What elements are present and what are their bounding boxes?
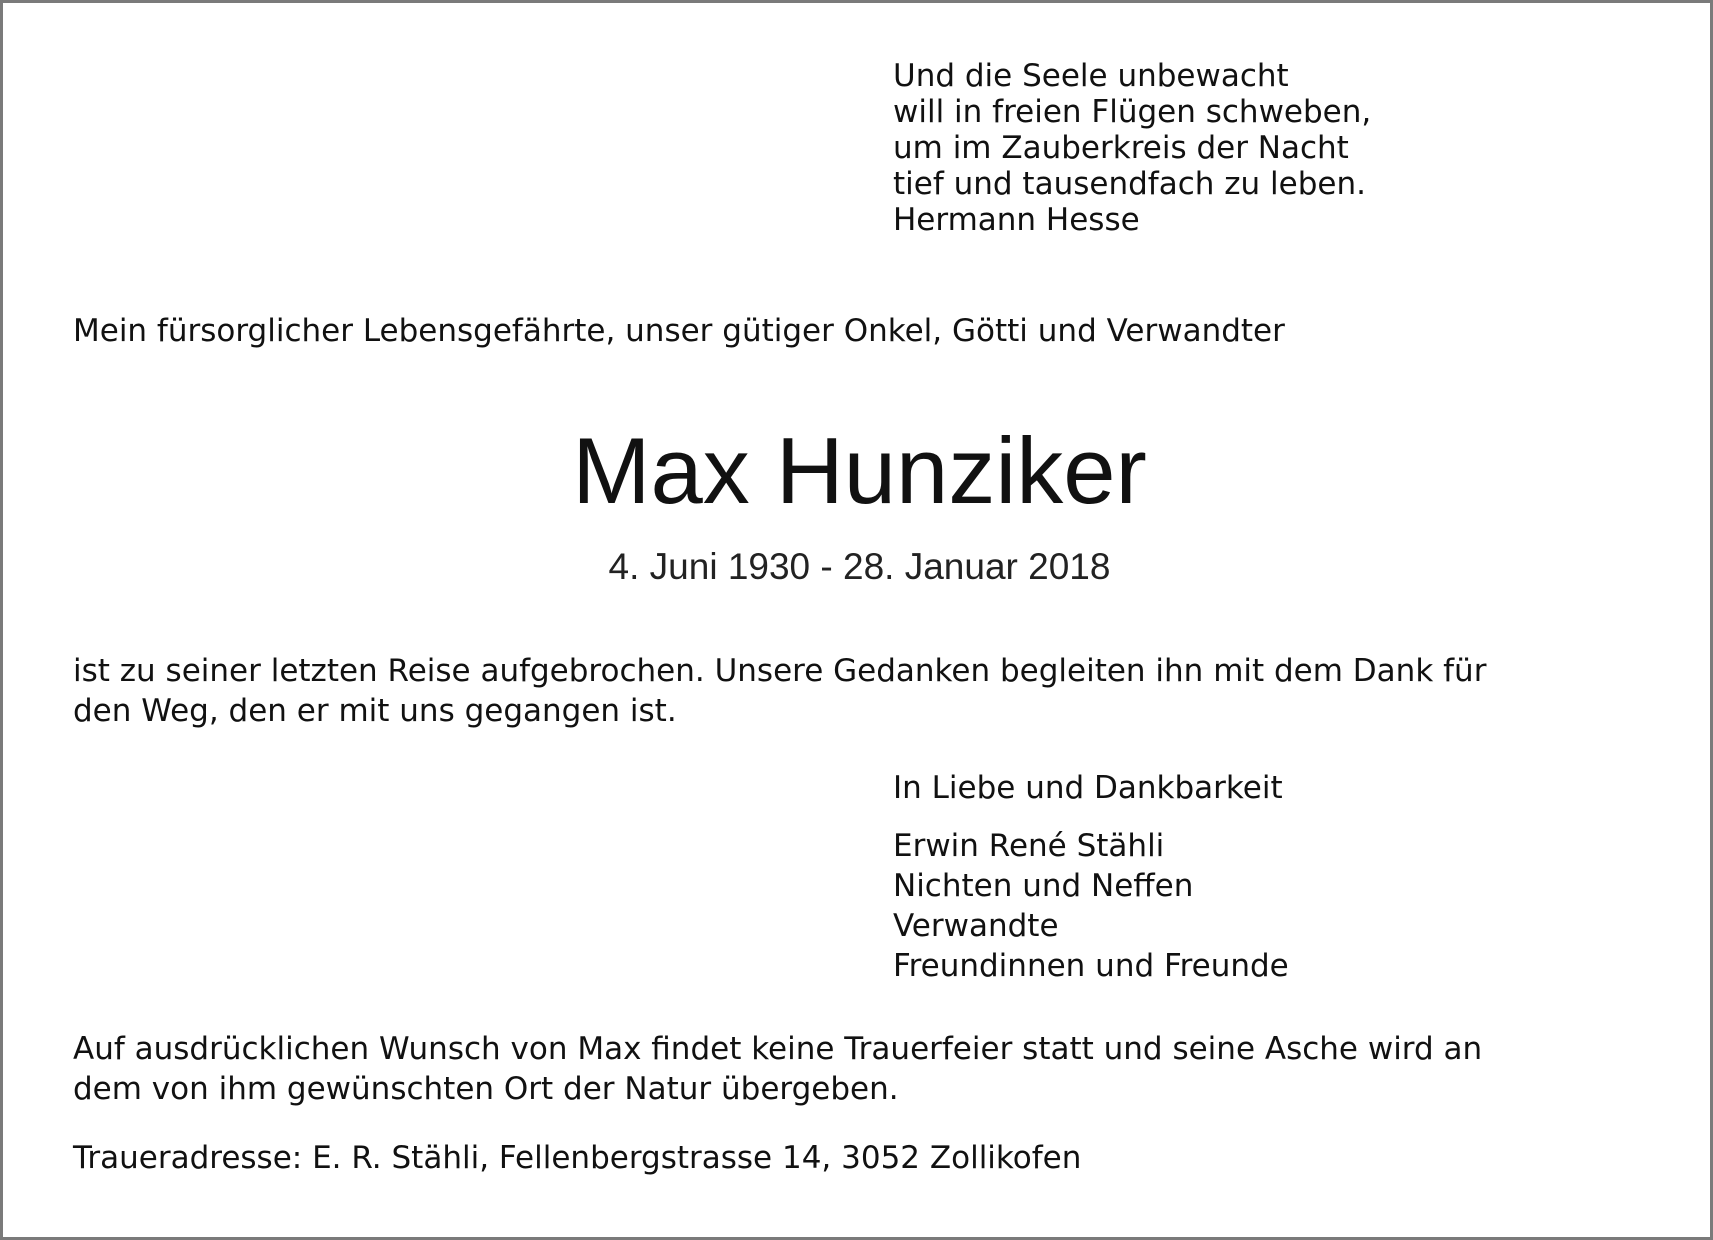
wish-line: Auf ausdrücklichen Wunsch von Max findet keine Trauerfeier statt und seine Asche wird an: [73, 1031, 1483, 1067]
wish-line: dem von ihm gewünschten Ort der Natur übergeben.: [73, 1071, 899, 1107]
mourning-address: Traueradresse: E. R. Stähli, Fellenbergstrasse 14, 3052 Zollikofen: [73, 1140, 1082, 1176]
mourners-list: [893, 826, 1289, 986]
mourner-item: Nichten und Neffen: [893, 868, 1194, 904]
mourner-item: Erwin René Stähli: [893, 828, 1165, 864]
intro-text: Mein fürsorglicher Lebensgefährte, unser gütiger Onkel, Götti und Verwandter: [73, 313, 1285, 349]
poem-line: Und die Seele unbewacht: [893, 58, 1289, 94]
poem-quote: [893, 58, 1371, 238]
poem-line: tief und tausendfach zu leben.: [893, 166, 1366, 202]
message-line: ist zu seiner letzten Reise aufgebrochen. Unsere Gedanken begleiten ihn mit dem Dank für: [73, 653, 1487, 689]
message-paragraph: [73, 651, 1486, 731]
poem-author: Hermann Hesse: [893, 202, 1140, 238]
closing-phrase: In Liebe und Dankbarkeit: [893, 770, 1283, 806]
wish-paragraph: [73, 1029, 1482, 1109]
mourner-item: Freundinnen und Freunde: [893, 948, 1289, 984]
poem-line: will in freien Flügen schweben,: [893, 94, 1372, 130]
poem-line: um im Zauberkreis der Nacht: [893, 130, 1349, 166]
life-dates: 4. Juni 1930 - 28. Januar 2018: [608, 546, 1111, 587]
message-line: den Weg, den er mit uns gegangen ist.: [73, 693, 677, 729]
deceased-name: Max Hunziker: [572, 418, 1147, 523]
mourner-item: Verwandte: [893, 908, 1059, 944]
